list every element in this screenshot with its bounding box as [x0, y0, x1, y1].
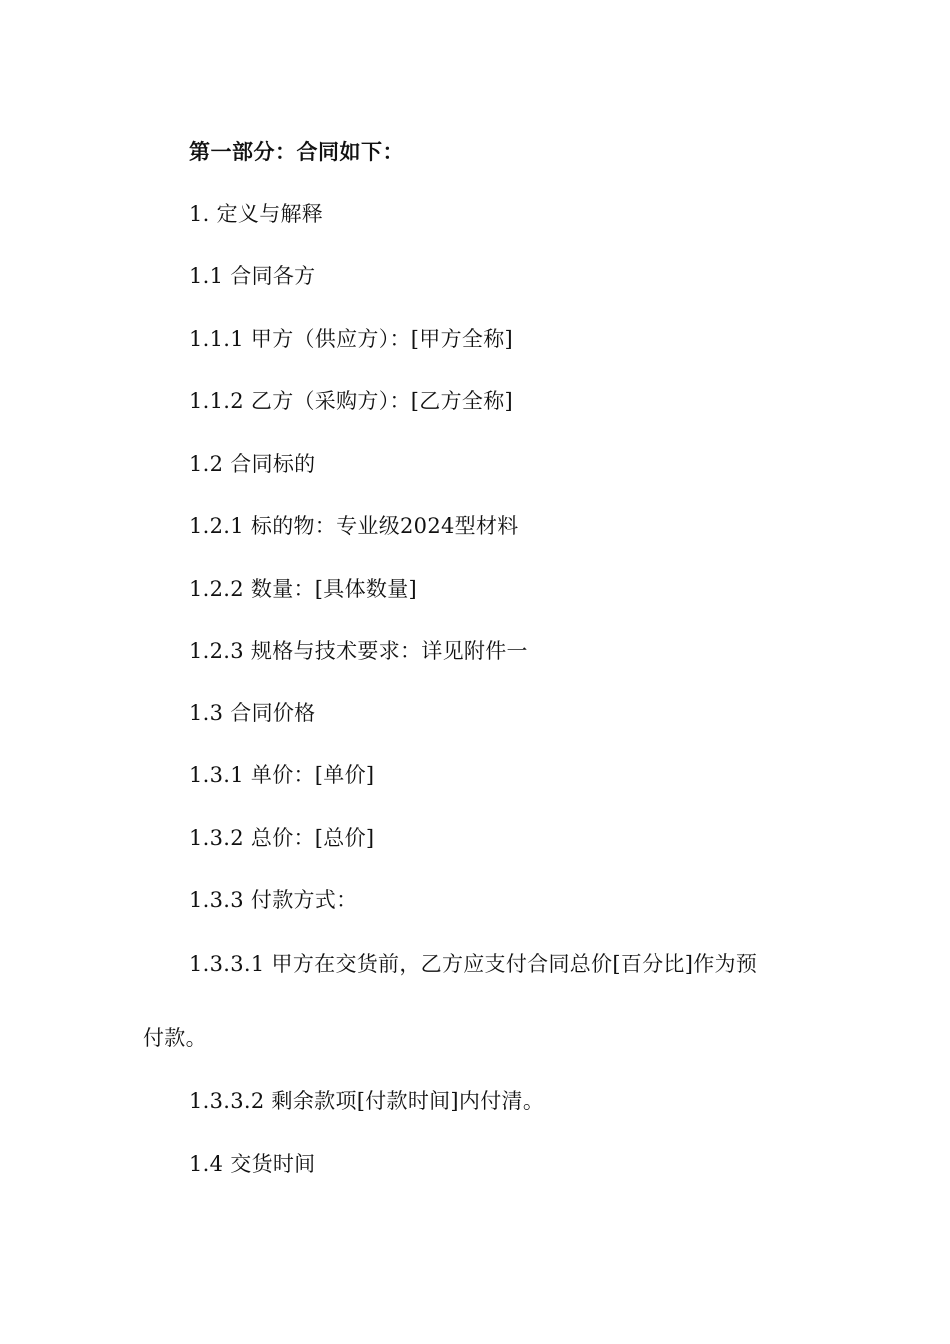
- clause-1-3-3-1: 1.3.3.1 甲方在交货前，乙方应支付合同总价[百分比]作为预: [189, 952, 758, 976]
- clause-1: 1. 定义与解释: [189, 202, 324, 226]
- clause-1-1-1: 1.1.1 甲方（供应方）：[甲方全称]: [189, 327, 513, 351]
- clause-1-3-1: 1.3.1 单价：[单价]: [189, 763, 375, 787]
- clause-1-2-1: 1.2.1 标的物：专业级2024型材料: [189, 514, 519, 538]
- clause-1-3-3: 1.3.3 付款方式：: [189, 888, 358, 912]
- clause-1-3-3-2: 1.3.3.2 剩余款项[付款时间]内付清。: [189, 1089, 545, 1113]
- clause-1-2-3: 1.2.3 规格与技术要求：详见附件一: [189, 639, 528, 663]
- section-heading: 第一部分：合同如下：: [189, 139, 404, 164]
- clause-1-3-2: 1.3.2 总价：[总价]: [189, 826, 375, 850]
- clause-1-2-2: 1.2.2 数量：[具体数量]: [189, 577, 417, 601]
- clause-1-4: 1.4 交货时间: [189, 1152, 316, 1176]
- clause-1-1: 1.1 合同各方: [189, 264, 316, 288]
- clause-1-3: 1.3 合同价格: [189, 701, 316, 725]
- clause-1-1-2: 1.1.2 乙方（采购方）：[乙方全称]: [189, 389, 513, 413]
- clause-1-2: 1.2 合同标的: [189, 452, 316, 476]
- clause-1-3-3-1-continuation: 付款。: [143, 1026, 207, 1050]
